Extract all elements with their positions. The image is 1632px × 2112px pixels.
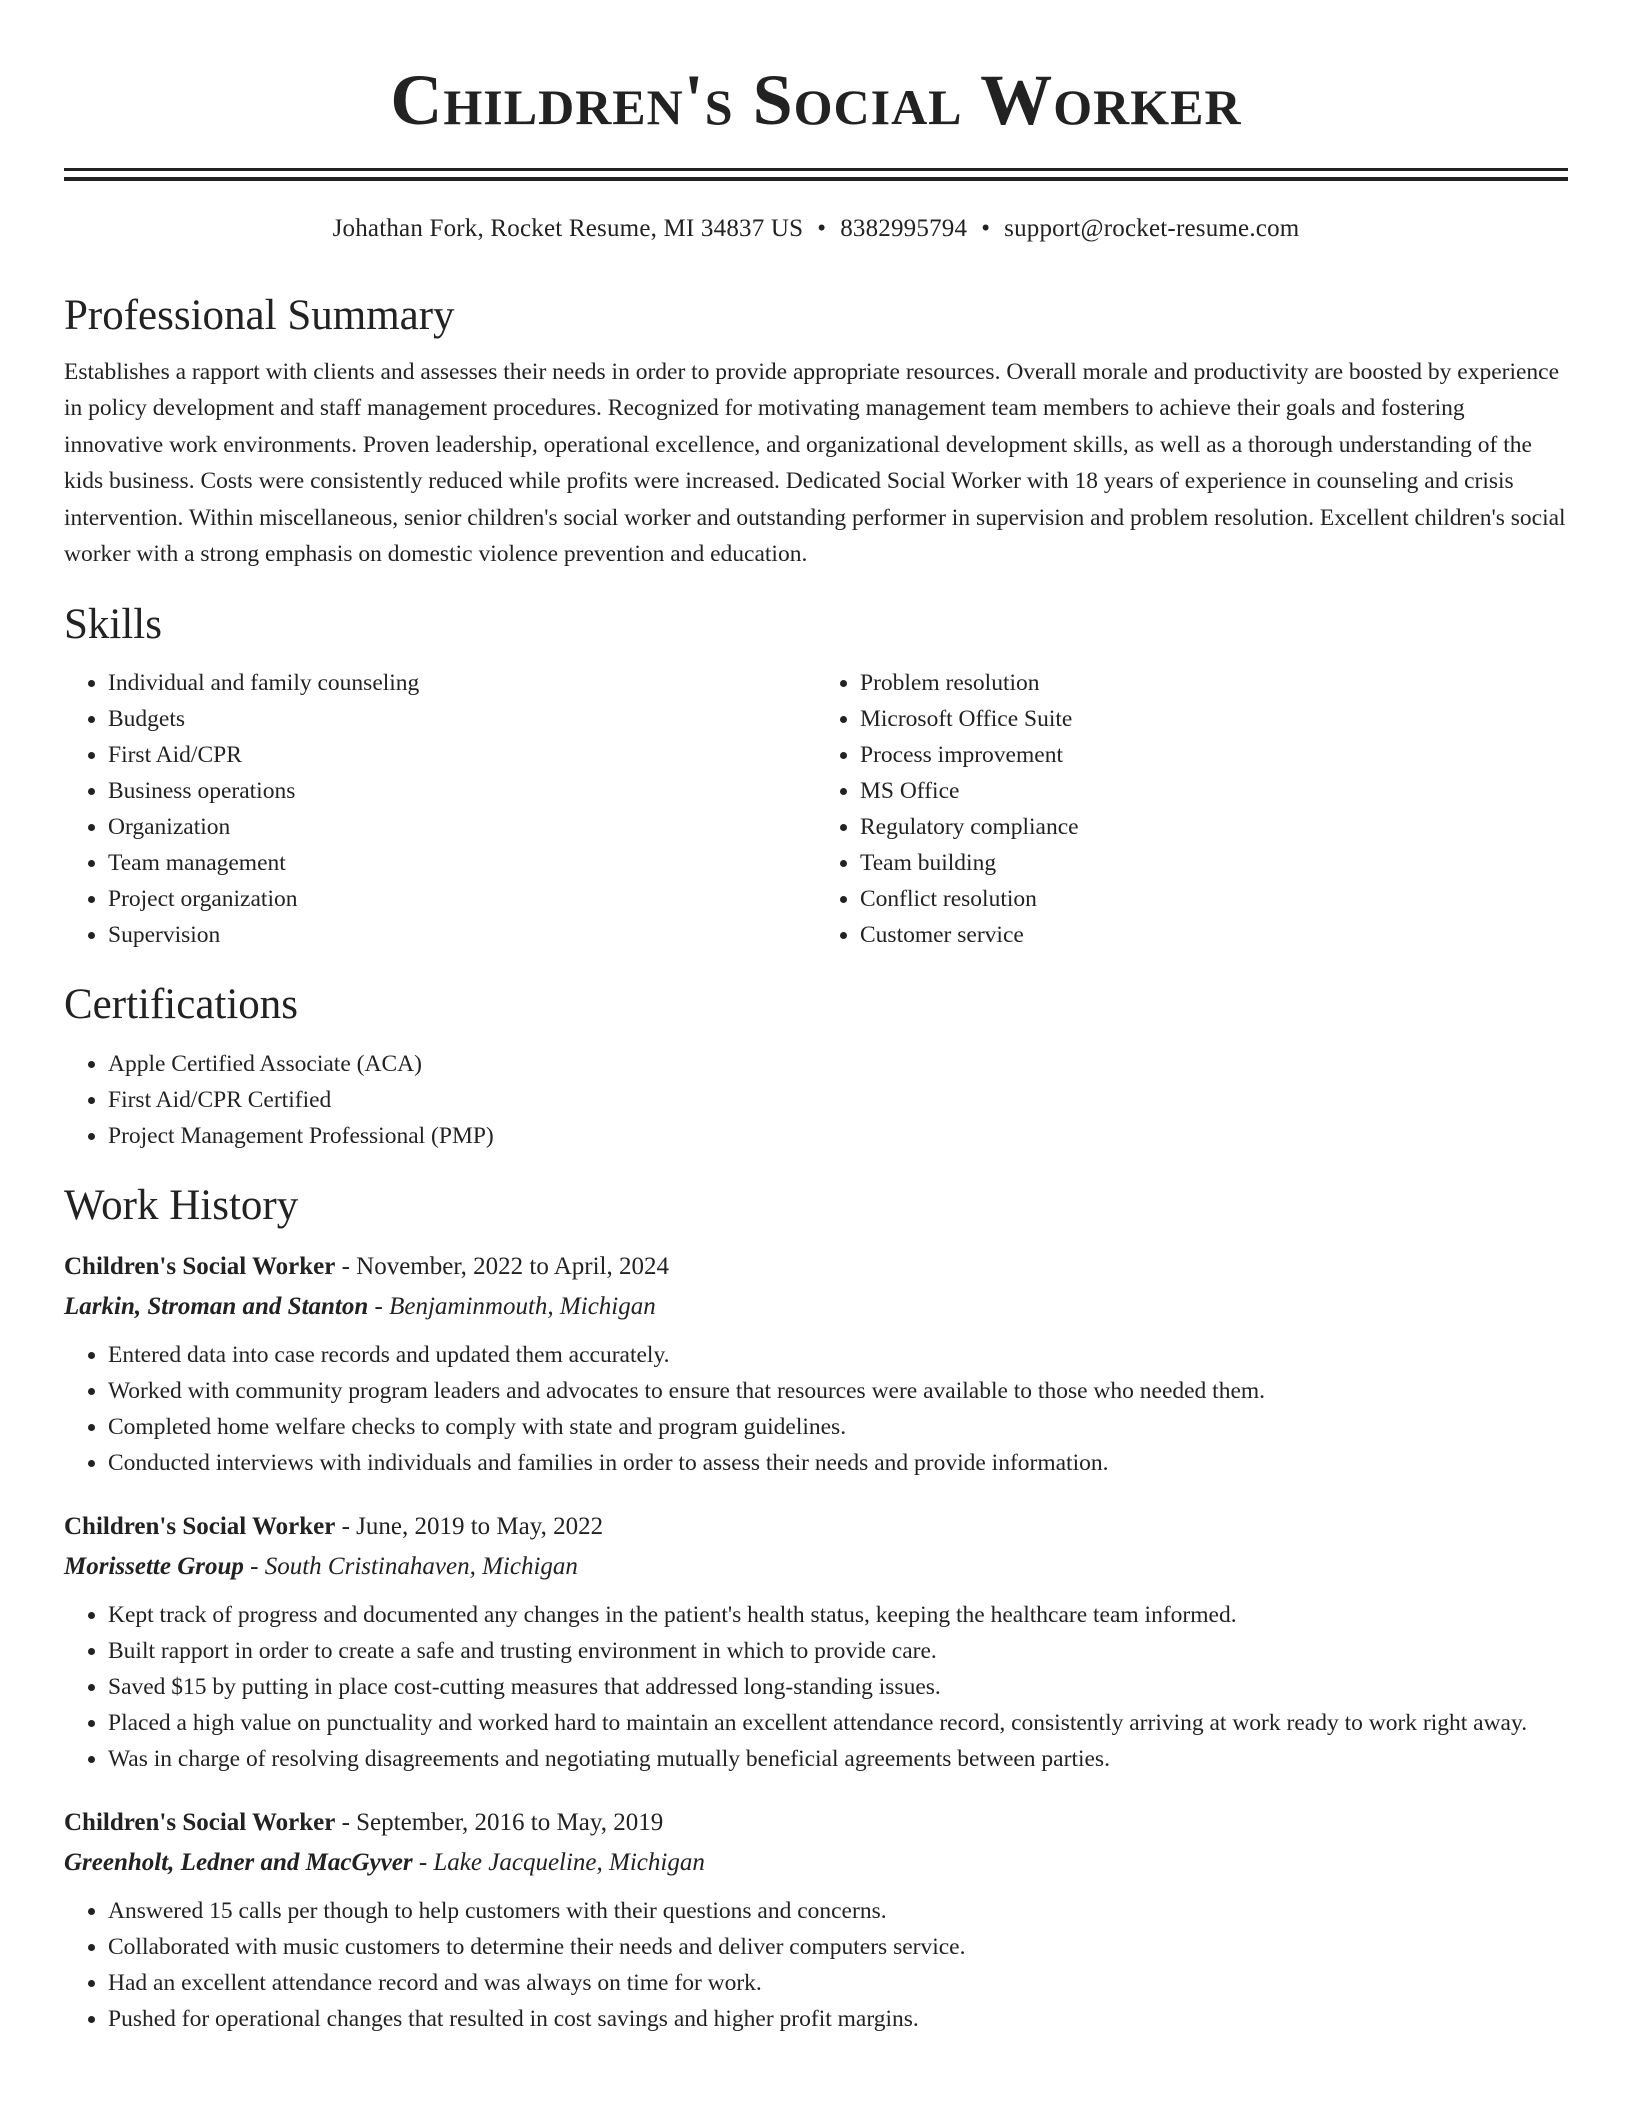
skill-item: • Budgets [108, 701, 816, 737]
job-duties-list [64, 1597, 1568, 1777]
skill-item: • Business operations [108, 773, 816, 809]
job-duty: • Placed a high value on punctuality and worked hard to maintain an excellent attendance record, consistently arriving at work ready to work right away. [108, 1705, 1568, 1741]
job-company-line [64, 1547, 1568, 1587]
job-duty: • Conducted interviews with individuals and families in order to assess their needs and provide information. [108, 1445, 1568, 1481]
job-location: - Lake Jacqueline, Michigan [412, 1849, 705, 1877]
skill-item: • Project organization [108, 881, 816, 917]
skills-left-list [64, 665, 816, 953]
job-location: - Benjaminmouth, Michigan [368, 1293, 656, 1321]
job-title: Children's Social Worker [64, 1253, 336, 1281]
job-duty: • Was in charge of resolving disagreements and negotiating mutually beneficial agreements between parties. [108, 1741, 1568, 1777]
job-duty: • Entered data into case records and updated them accurately. [108, 1337, 1568, 1373]
job-duty: • Pushed for operational changes that resulted in cost savings and higher profit margins. [108, 2001, 1568, 2037]
job-duty: • Answered 15 calls per though to help customers with their questions and concerns. [108, 1893, 1568, 1929]
skill-item: • Problem resolution [860, 665, 1568, 701]
job-dates: - November, 2022 to April, 2024 [335, 1253, 670, 1281]
job-duty: • Collaborated with music customers to determine their needs and deliver computers service. [108, 1929, 1568, 1965]
job-company: Greenholt, Ledner and MacGyver [64, 1849, 413, 1877]
contact-separator: • [981, 215, 991, 242]
summary-text: Establishes a rapport with clients and assesses their needs in order to provide appropriate resources. Overall morale and productivity are boosted by experience in policy development and staff management procedures. Recognized for motivating management team members to achieve their goals and fostering innovative work environments. Proven leadership, operational excellence, and organizational development skills, as well as a thorough understanding of the kids business. Costs were consistently reduced while profits were increased. Dedicated Social Worker with 18 years of experience in counseling and crisis intervention. Within miscellaneous, senior children's social worker and outstanding performer in supervision and problem resolution. Excellent children's social worker with a strong emphasis on domestic violence prevention and education. [64, 358, 1566, 568]
work-history-heading: Work History [64, 1181, 299, 1229]
job-duty: • Saved $15 by putting in place cost-cutting measures that addressed long-standing issues. [108, 1669, 1568, 1705]
job-duties-list [64, 1893, 1568, 2037]
contact-address: Johathan Fork, Rocket Resume, MI 34837 US [332, 215, 804, 242]
skill-item: • Supervision [108, 917, 816, 953]
title-rule-top [64, 168, 1568, 171]
job-title: Children's Social Worker [64, 1809, 336, 1837]
job-duty: • Kept track of progress and documented any changes in the patient's health status, keeping the healthcare team informed. [108, 1597, 1568, 1633]
skill-item: • Individual and family counseling [108, 665, 816, 701]
job-title-line [64, 1247, 1568, 1287]
skill-item: • Microsoft Office Suite [860, 701, 1568, 737]
skills-right-list [816, 665, 1568, 953]
skill-item: • Customer service [860, 917, 1568, 953]
contact-line [64, 214, 1568, 244]
job-title-line [64, 1803, 1568, 1843]
skill-item: • Organization [108, 809, 816, 845]
skill-item: • Conflict resolution [860, 881, 1568, 917]
skill-item: • MS Office [860, 773, 1568, 809]
certification-item: • Project Management Professional (PMP) [108, 1118, 1568, 1154]
job-duty: • Completed home welfare checks to comply with state and program guidelines. [108, 1409, 1568, 1445]
job-dates: - September, 2016 to May, 2019 [335, 1809, 664, 1837]
contact-phone: 8382995794 [840, 215, 968, 242]
job-entry [64, 1507, 1568, 1777]
job-company: Larkin, Stroman and Stanton [64, 1293, 369, 1321]
skill-item: • First Aid/CPR [108, 737, 816, 773]
job-duties-list [64, 1337, 1568, 1481]
skills-heading: Skills [64, 600, 162, 648]
job-title: Children's Social Worker [64, 1513, 336, 1541]
job-company: Morissette Group [64, 1553, 244, 1581]
job-duty: • Had an excellent attendance record and was always on time for work. [108, 1965, 1568, 2001]
job-dates: - June, 2019 to May, 2022 [335, 1513, 604, 1541]
job-duty: • Worked with community program leaders and advocates to ensure that resources were available to those who needed them. [108, 1373, 1568, 1409]
job-entry [64, 1247, 1568, 1481]
job-company-line [64, 1843, 1568, 1883]
resume-page [64, 0, 1568, 2063]
skills-columns [64, 665, 1568, 953]
job-duty: • Built rapport in order to create a safe and trusting environment in which to provide care. [108, 1633, 1568, 1669]
certification-item: • First Aid/CPR Certified [108, 1082, 1568, 1118]
certifications-list [64, 1046, 1568, 1154]
contact-separator: • [817, 215, 827, 242]
title-rule-bottom [64, 177, 1568, 181]
skill-item: • Team management [108, 845, 816, 881]
contact-email: support@rocket-resume.com [1004, 215, 1300, 242]
summary-heading: Professional Summary [64, 292, 455, 339]
certification-item: • Apple Certified Associate (ACA) [108, 1046, 1568, 1082]
job-entry [64, 1803, 1568, 2037]
skill-item: • Team building [860, 845, 1568, 881]
resume-title: Children's Social Worker [390, 60, 1242, 140]
job-location: - South Cristinahaven, Michigan [243, 1553, 578, 1581]
skill-item: • Process improvement [860, 737, 1568, 773]
job-company-line [64, 1287, 1568, 1327]
certifications-heading: Certifications [64, 981, 299, 1029]
skill-item: • Regulatory compliance [860, 809, 1568, 845]
job-title-line [64, 1507, 1568, 1547]
